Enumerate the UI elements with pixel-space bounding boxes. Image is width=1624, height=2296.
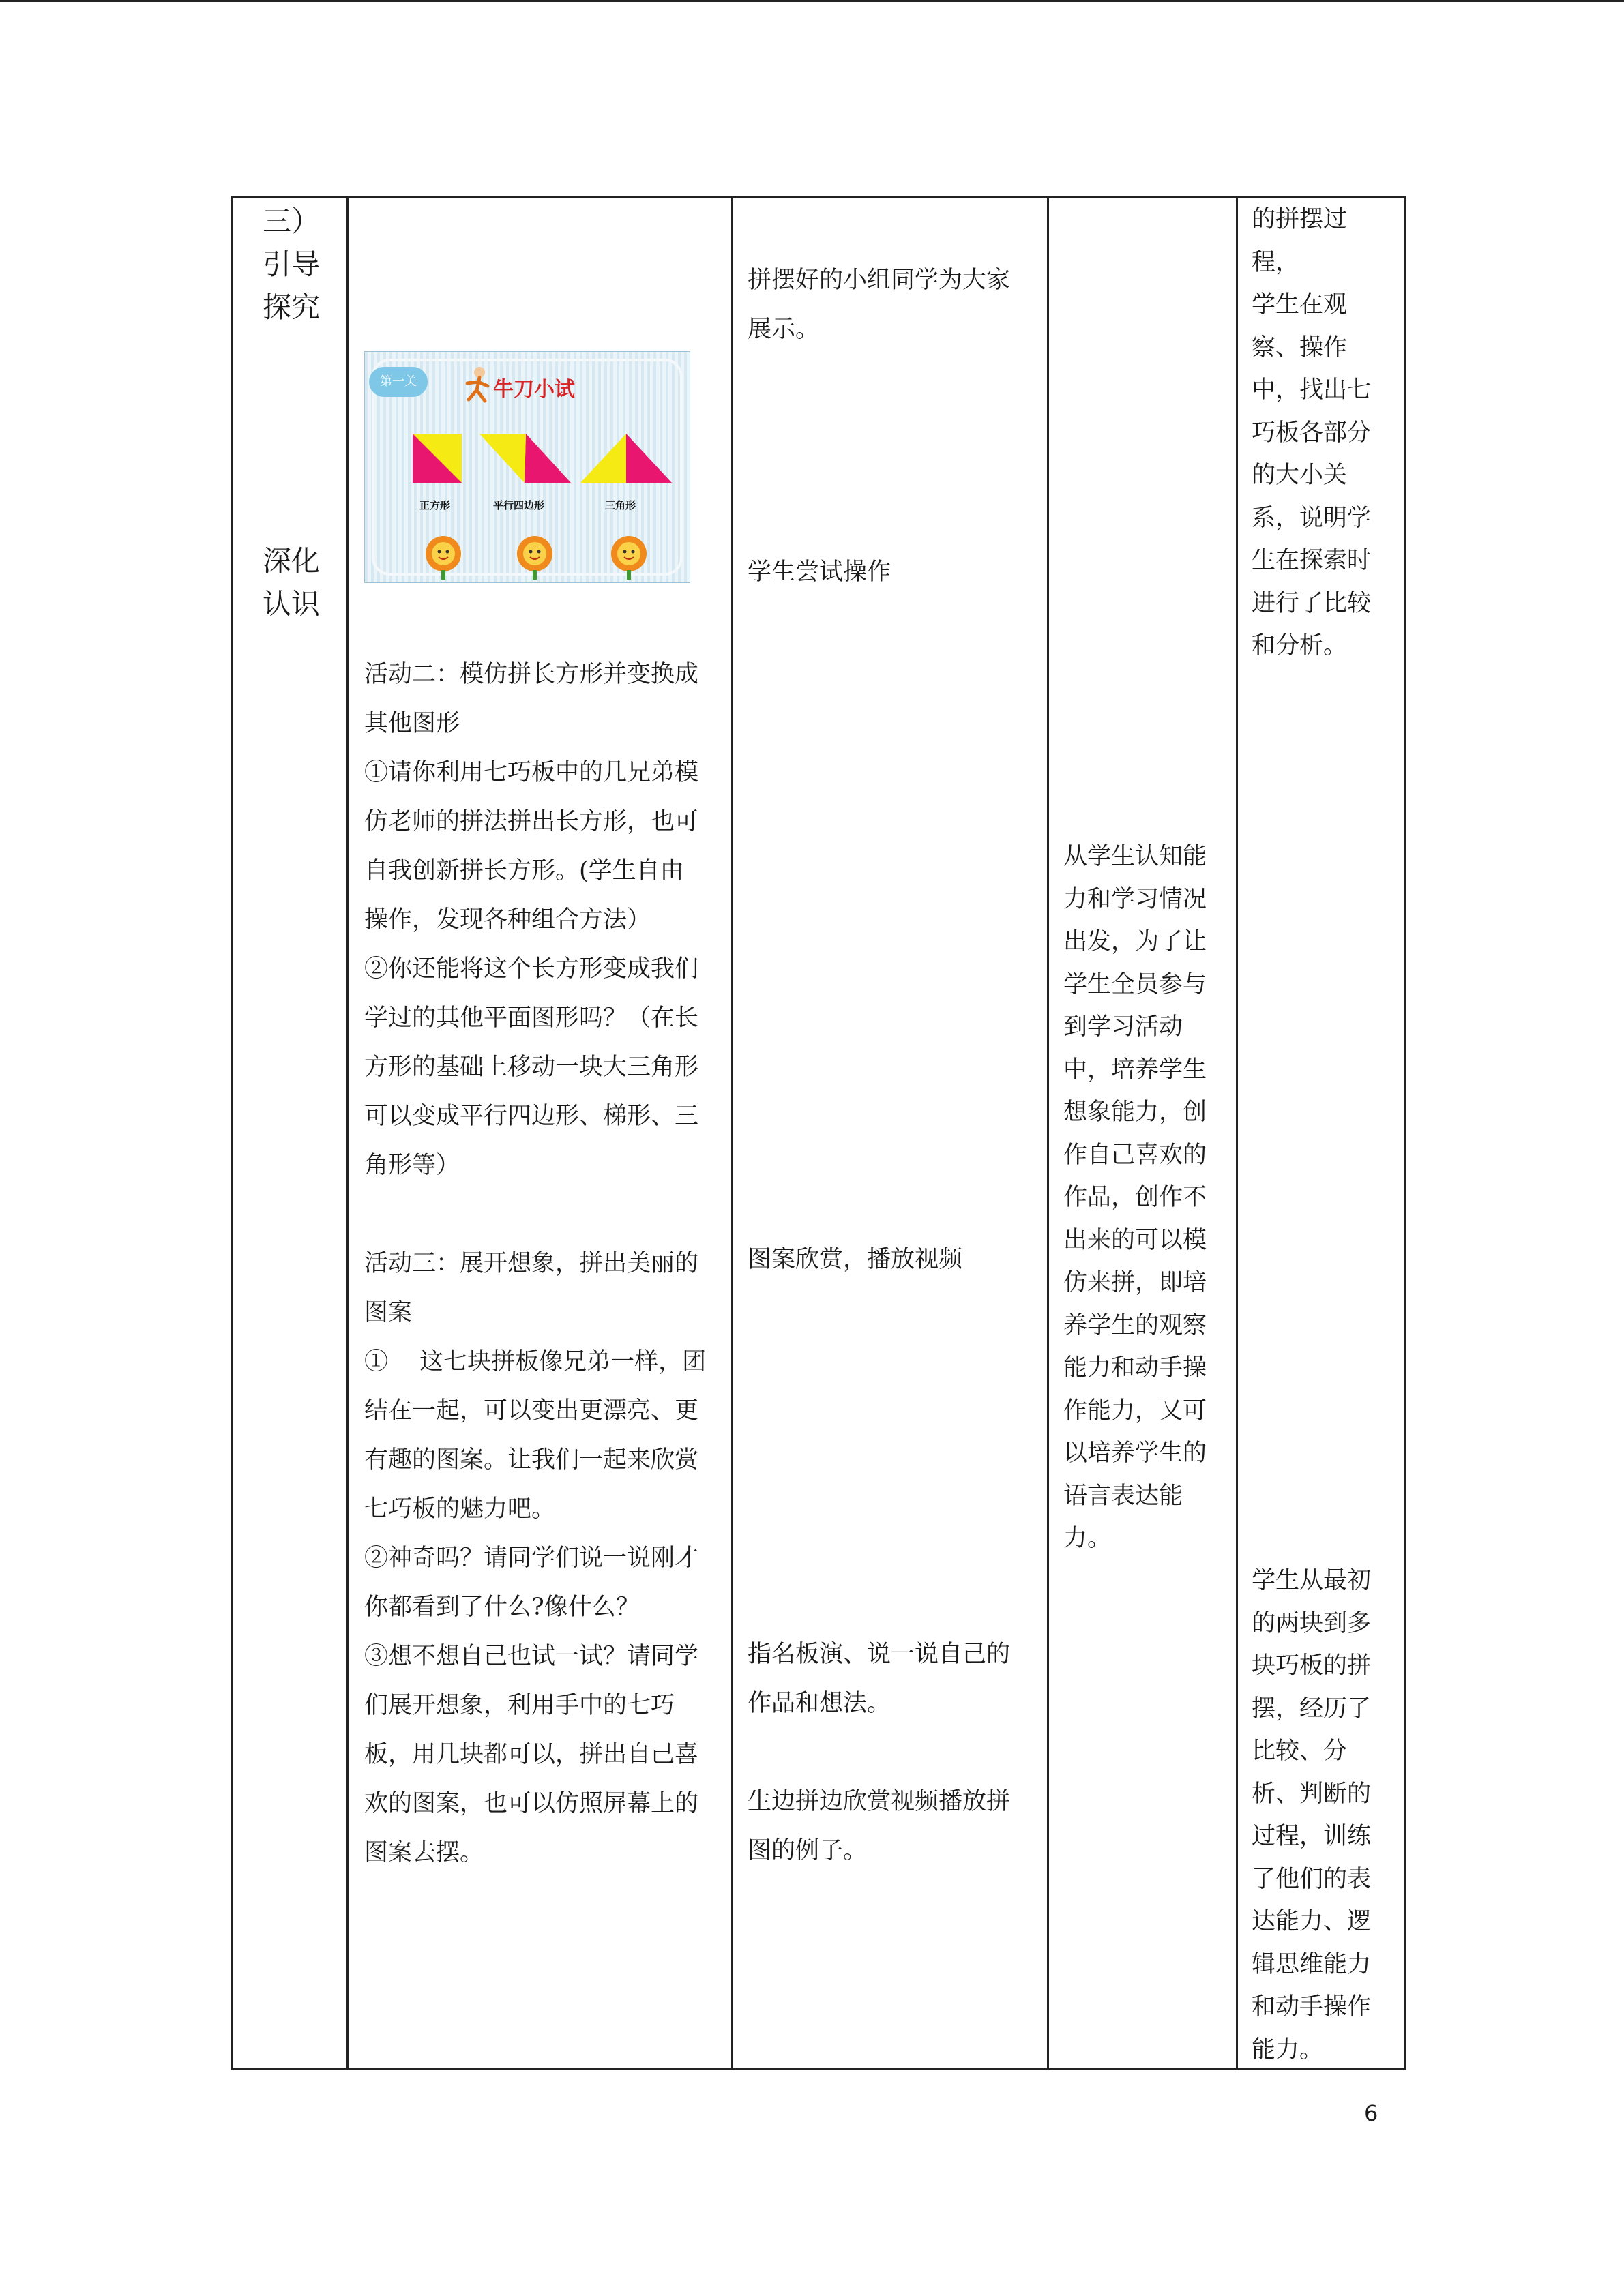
level-badge: 第一关 [369, 367, 428, 397]
text-line: 能力。 [1252, 2036, 1324, 2063]
text-line: 你都看到了什么?像什么？ [364, 1594, 640, 1621]
stage-label: 引导 [263, 248, 321, 281]
text-line: 中，找出七 [1252, 376, 1372, 404]
text-line: 结在一起，可以变出更漂亮、更 [364, 1397, 699, 1425]
text-line: 们展开想象，利用手中的七巧 [364, 1692, 675, 1719]
text-line: 生边拼边欣赏视频播放拼 [748, 1788, 1011, 1815]
column-divider [1047, 198, 1049, 2068]
triangle-shape-icon [580, 434, 672, 483]
text-line: 出发，为了让 [1063, 928, 1207, 955]
text-line: 的拼摆过 [1252, 206, 1348, 233]
student-try [748, 548, 1041, 597]
text-line: 作自己喜欢的 [1063, 1141, 1207, 1169]
text-line: 可以变成平行四边形、梯形、三 [364, 1103, 699, 1130]
text-line: 比较、分 [1252, 1738, 1348, 1765]
text-line: 力。 [1063, 1525, 1112, 1552]
text-line: 活动三：展开想象，拼出美丽的 [364, 1250, 699, 1277]
text-line: ①请你利用七巧板中的几兄弟模 [364, 759, 699, 786]
text-line: 系，说明学 [1252, 504, 1372, 532]
text-line: 养学生的观察 [1063, 1311, 1207, 1339]
text-line: 图的例子。 [748, 1837, 868, 1864]
text-line: 图案 [364, 1299, 413, 1326]
text-line: 学过的其他平面图形吗？（在长 [364, 1004, 699, 1032]
stage-label: 深化 [263, 544, 321, 578]
sunflower-icon [422, 535, 464, 580]
text-line: 力和学习情况 [1063, 885, 1207, 913]
text-line: 以培养学生的 [1063, 1440, 1207, 1467]
text-line: 语言表达能 [1063, 1482, 1183, 1510]
text-line: 和分析。 [1252, 632, 1348, 659]
runner-icon [462, 366, 493, 406]
text-line: 仿老师的拼法拼出长方形，也可 [364, 808, 699, 835]
text-line: 图案去摆。 [364, 1839, 484, 1866]
text-line: 从学生认知能 [1063, 843, 1207, 870]
stage-cell [263, 200, 320, 329]
text-line: 块巧板的拼 [1252, 1652, 1372, 1680]
student-show [748, 256, 1041, 354]
text-line: 出来的可以模 [1063, 1226, 1207, 1254]
text-line: 作品和想法。 [748, 1690, 891, 1717]
text-line: 欢的图案，也可以仿照屏幕上的 [364, 1790, 699, 1817]
shape-label: 平行四边形 [493, 499, 545, 511]
text-line: 作能力，又可 [1063, 1397, 1207, 1425]
text-line: 学生从最初 [1252, 1567, 1372, 1594]
page-number: 6 [1364, 2100, 1378, 2126]
text-line: 板，用几块都可以，拼出自己喜 [364, 1741, 699, 1768]
student-present [748, 1630, 1041, 1728]
lesson-table [231, 196, 1406, 2070]
text-line: 展示。 [748, 316, 820, 343]
stage-cell [263, 539, 320, 625]
sunflower-icon [608, 535, 650, 580]
text-line: 的两块到多 [1252, 1609, 1372, 1637]
text-line: 的大小关 [1252, 462, 1348, 489]
text-line: 了他们的表 [1252, 1865, 1372, 1893]
top-border [0, 0, 1624, 2]
thumbnail-title: 牛刀小试 [493, 378, 575, 402]
design-intent [1063, 835, 1227, 1560]
text-line: 学生在观 [1252, 291, 1348, 318]
text-line: 学生尝试操作 [748, 558, 891, 586]
text-line: 中，培养学生 [1063, 1056, 1207, 1084]
text-line: 和动手操作 [1252, 1993, 1372, 2021]
student-video [748, 1777, 1041, 1875]
stage-label: 三） [263, 205, 321, 238]
text-line: 析、判断的 [1252, 1780, 1372, 1808]
text-line: 进行了比较 [1252, 589, 1372, 617]
sunflower-icon [514, 535, 556, 580]
text-line: ②你还能将这个长方形变成我们 [364, 955, 699, 983]
text-line: 摆，经历了 [1252, 1695, 1372, 1723]
text-line: 到学习活动 [1063, 1013, 1183, 1041]
column-divider [346, 198, 349, 2068]
text-line: 指名板演、说一说自己的 [748, 1641, 1011, 1668]
text-line: 过程，训练 [1252, 1823, 1372, 1850]
text-line: 作品，创作不 [1063, 1184, 1207, 1211]
text-line: 七巧板的魅力吧。 [364, 1495, 556, 1523]
text-line: 自我创新拼长方形。(学生自由 [364, 857, 684, 884]
text-line: 巧板各部分 [1252, 419, 1372, 447]
student-appreciate [748, 1235, 1041, 1284]
shape-label: 三角形 [605, 499, 636, 511]
stage-label: 探究 [263, 290, 321, 324]
text-line: 能力和动手操 [1063, 1354, 1207, 1382]
teacher-activities [364, 650, 726, 1877]
text-line: 学生全员参与 [1063, 970, 1207, 998]
text-line: 操作，发现各种组合方法） [364, 906, 651, 934]
shape-label: 正方形 [419, 499, 451, 511]
text-line: 仿来拼，即培 [1063, 1269, 1207, 1296]
text-line: 拼摆好的小组同学为大家 [748, 267, 1011, 294]
text-line: 程， [1252, 248, 1300, 276]
text-line: 有趣的图案。让我们一起来欣赏 [364, 1446, 699, 1474]
text-line: ③想不想自己也试一试？请同学 [364, 1643, 699, 1670]
text-line: 活动二：模仿拼长方形并变换成 [364, 661, 699, 688]
text-line: 想象能力，创 [1063, 1099, 1207, 1126]
text-line: 其他图形 [364, 710, 460, 737]
column-divider [731, 198, 733, 2068]
text-line: 达能力、逻 [1252, 1908, 1372, 1935]
tangram-thumbnail [364, 351, 690, 583]
text-line: ②神奇吗？请同学们说一说刚才 [364, 1545, 699, 1572]
text-line: 角形等） [364, 1152, 460, 1179]
square-shape-icon [413, 434, 462, 483]
evaluation-top [1252, 198, 1403, 668]
text-line: 方形的基础上移动一块大三角形 [364, 1054, 699, 1081]
text-line: ① 这七块拼板像兄弟一样，团 [364, 1348, 707, 1375]
text-line: 图案欣赏，播放视频 [748, 1246, 963, 1273]
evaluation-bottom [1252, 1560, 1403, 2071]
text-line: 察、操作 [1252, 333, 1348, 361]
text-line: 生在探索时 [1252, 547, 1372, 574]
text-line: 辑思维能力 [1252, 1950, 1372, 1978]
stage-label: 认识 [263, 587, 321, 621]
parallelogram-shape-icon [479, 434, 571, 483]
column-divider [1236, 198, 1238, 2068]
